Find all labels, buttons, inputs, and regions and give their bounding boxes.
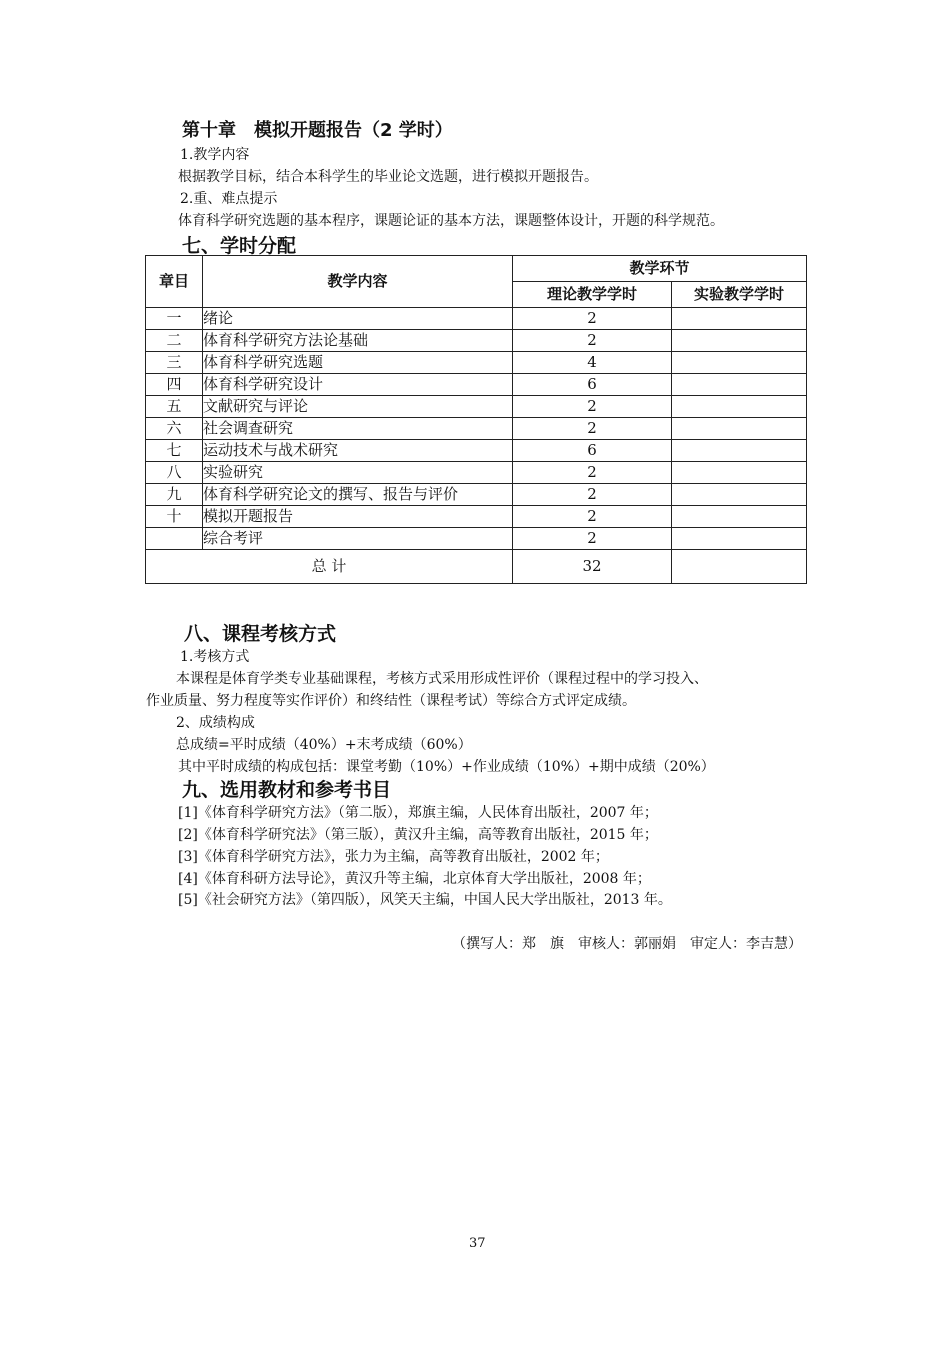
total-theory-hours: 32 xyxy=(513,550,672,584)
reference-item: [1]《体育科学研究方法》（第二版），郑旗主编，人民体育出版社，2007 年； xyxy=(178,805,658,821)
row-chapter: 二 xyxy=(146,330,203,352)
row-content: 绪论 xyxy=(203,308,513,330)
section-heading-references: 九、选用教材和参考书目 xyxy=(182,779,392,801)
row-theory-hours: 6 xyxy=(513,374,672,396)
row-content: 体育科学研究选题 xyxy=(203,352,513,374)
table-row xyxy=(146,462,807,484)
row-theory-hours: 2 xyxy=(513,330,672,352)
row-lab-hours xyxy=(672,506,807,528)
row-chapter: 八 xyxy=(146,462,203,484)
total-lab-hours xyxy=(672,550,807,584)
row-chapter: 一 xyxy=(146,308,203,330)
row-chapter: 五 xyxy=(146,396,203,418)
row-lab-hours xyxy=(672,330,807,352)
row-content: 综合考评 xyxy=(203,528,513,550)
row-content: 社会调查研究 xyxy=(203,418,513,440)
section-heading-hours: 七、学时分配 xyxy=(182,235,297,257)
table-row xyxy=(146,396,807,418)
table-row xyxy=(146,330,807,352)
row-content: 实验研究 xyxy=(203,462,513,484)
header-lab-hours: 实验教学学时 xyxy=(672,282,807,308)
signoff-line: （撰写人：郑 旗 审核人：郭丽娟 审定人：李吉慧） xyxy=(452,936,802,952)
table-total-row xyxy=(146,550,807,584)
row-chapter: 九 xyxy=(146,484,203,506)
row-lab-hours xyxy=(672,462,807,484)
table-row xyxy=(146,352,807,374)
table-row xyxy=(146,440,807,462)
row-content: 体育科学研究论文的撰写、报告与评价 xyxy=(203,484,513,506)
subheading-grade-composition: 2、成绩构成 xyxy=(176,715,255,731)
total-label: 总 计 xyxy=(146,550,513,584)
table-row xyxy=(146,308,807,330)
paragraph-assessment-method-line1: 本课程是体育学类专业基础课程，考核方式采用形成性评价（课程过程中的学习投入、 xyxy=(176,671,708,687)
table-row xyxy=(146,418,807,440)
row-lab-hours xyxy=(672,440,807,462)
row-theory-hours: 2 xyxy=(513,396,672,418)
row-content: 体育科学研究方法论基础 xyxy=(203,330,513,352)
row-chapter: 七 xyxy=(146,440,203,462)
subheading-assessment-method: 1.考核方式 xyxy=(180,649,250,665)
table-row xyxy=(146,528,807,550)
paragraph-total-grade: 总成绩=平时成绩（40%）+末考成绩（60%） xyxy=(176,737,472,753)
reference-item: [5]《社会研究方法》（第四版），风笑天主编，中国人民大学出版社，2013 年。 xyxy=(178,892,672,908)
reference-item: [3]《体育科学研究方法》，张力为主编，高等教育出版社，2002 年； xyxy=(178,849,609,865)
page-number: 37 xyxy=(469,1236,486,1251)
row-chapter: 三 xyxy=(146,352,203,374)
header-theory-hours: 理论教学学时 xyxy=(513,282,672,308)
row-lab-hours xyxy=(672,528,807,550)
table-row xyxy=(146,484,807,506)
header-content: 教学内容 xyxy=(203,256,513,308)
paragraph-key-points: 体育科学研究选题的基本程序，课题论证的基本方法，课题整体设计，开题的科学规范。 xyxy=(178,213,724,229)
table-row xyxy=(146,506,807,528)
row-chapter: 四 xyxy=(146,374,203,396)
hours-allocation-table xyxy=(145,255,807,584)
subheading-key-points: 2.重、难点提示 xyxy=(180,191,278,207)
row-theory-hours: 2 xyxy=(513,308,672,330)
header-chapter: 章目 xyxy=(146,256,203,308)
row-lab-hours xyxy=(672,374,807,396)
row-chapter: 十 xyxy=(146,506,203,528)
reference-item: [2]《体育科学研究法》（第三版），黄汉升主编，高等教育出版社，2015 年； xyxy=(178,827,658,843)
row-lab-hours xyxy=(672,418,807,440)
row-theory-hours: 2 xyxy=(513,484,672,506)
row-theory-hours: 4 xyxy=(513,352,672,374)
row-theory-hours: 2 xyxy=(513,418,672,440)
subheading-teaching-content: 1.教学内容 xyxy=(180,147,250,163)
row-lab-hours xyxy=(672,396,807,418)
row-chapter: 六 xyxy=(146,418,203,440)
paragraph-teaching-content: 根据教学目标，结合本科学生的毕业论文选题，进行模拟开题报告。 xyxy=(178,169,598,185)
table-row xyxy=(146,374,807,396)
reference-item: [4]《体育科研方法导论》，黄汉升等主编，北京体育大学出版社，2008 年； xyxy=(178,871,651,887)
section-heading-assessment: 八、课程考核方式 xyxy=(184,623,337,645)
paragraph-assessment-method-line2: 作业质量、努力程度等实作评价）和终结性（课程考试）等综合方式评定成绩。 xyxy=(146,693,636,709)
row-theory-hours: 2 xyxy=(513,528,672,550)
row-chapter xyxy=(146,528,203,550)
row-theory-hours: 2 xyxy=(513,506,672,528)
chapter-heading: 第十章 模拟开题报告（2 学时） xyxy=(182,120,453,141)
row-theory-hours: 6 xyxy=(513,440,672,462)
header-teaching-link: 教学环节 xyxy=(513,256,807,282)
row-theory-hours: 2 xyxy=(513,462,672,484)
row-content: 体育科学研究设计 xyxy=(203,374,513,396)
row-lab-hours xyxy=(672,308,807,330)
paragraph-regular-grade: 其中平时成绩的构成包括：课堂考勤（10%）+作业成绩（10%）+期中成绩（20%） xyxy=(178,759,715,775)
row-content: 运动技术与战术研究 xyxy=(203,440,513,462)
row-content: 文献研究与评论 xyxy=(203,396,513,418)
row-content: 模拟开题报告 xyxy=(203,506,513,528)
row-lab-hours xyxy=(672,352,807,374)
row-lab-hours xyxy=(672,484,807,506)
